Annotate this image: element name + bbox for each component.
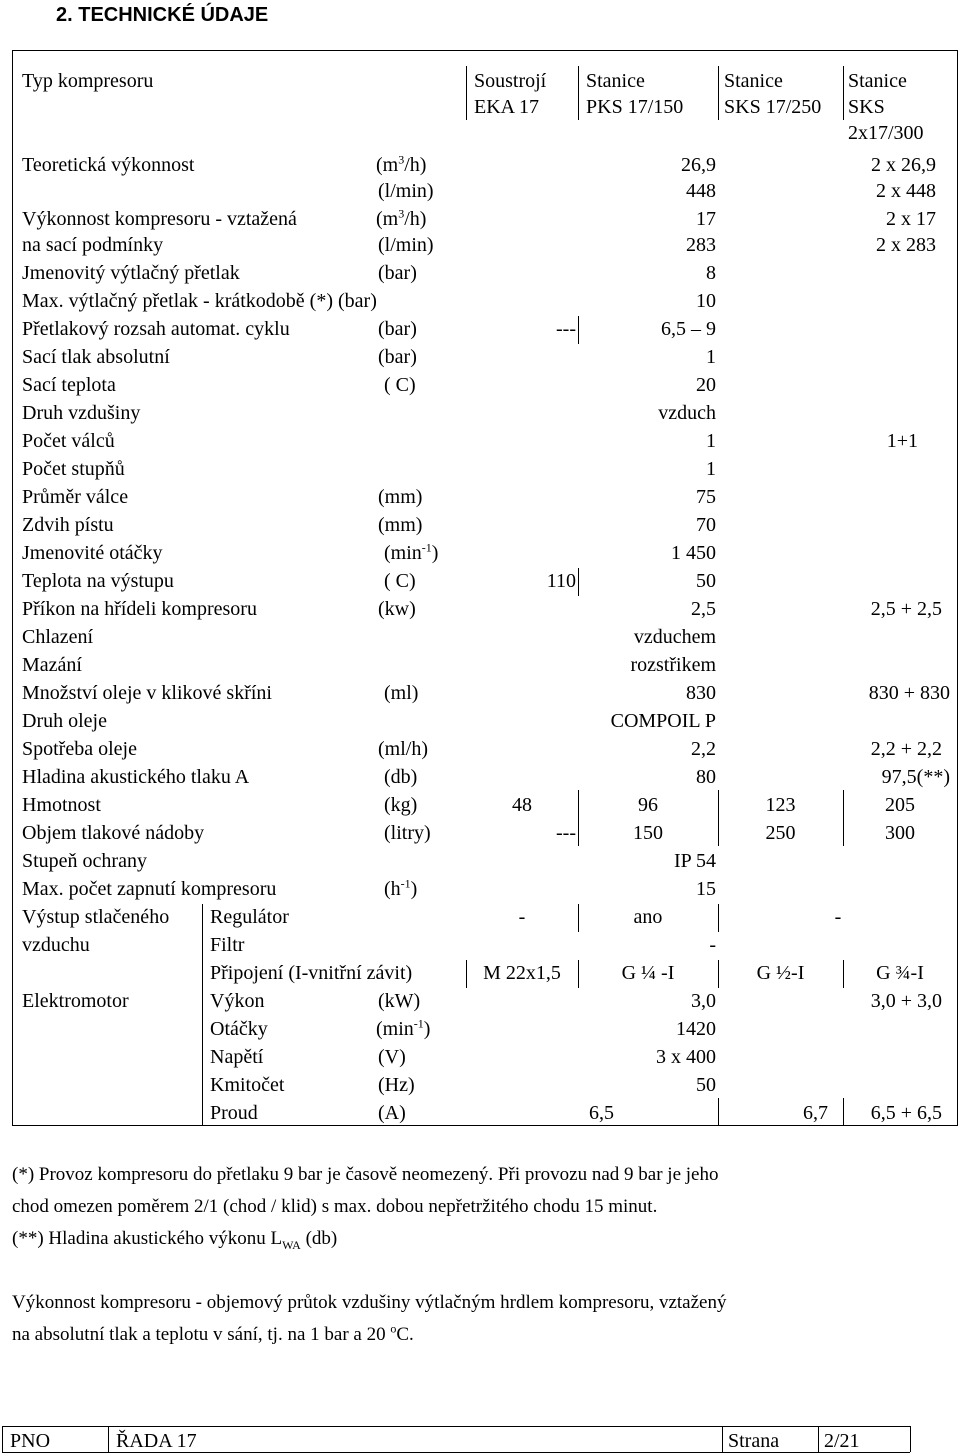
- header-pks-line1: Stanice: [586, 70, 645, 92]
- row-label-filtr: Filtr: [210, 934, 245, 956]
- row-label-druh-vzdusiny: Druh vzdušiny: [22, 402, 141, 424]
- row-unit-jmenovite-otacky: $(\min^{-1})$: [384, 540, 439, 564]
- value-objem-pks: 150: [633, 822, 663, 844]
- value-proud-pks: 6,5: [589, 1102, 614, 1124]
- value-hmotnost-eka: 48: [512, 794, 532, 816]
- value-teoreticka-sks-1: 2 x 26,9: [871, 154, 936, 176]
- value-napeti: 3 x 400: [656, 1046, 716, 1068]
- footer-page-number: 2/21: [824, 1430, 860, 1452]
- value-hladina-tlaku: 80: [696, 766, 716, 788]
- row-label-napeti: Napětí: [210, 1046, 264, 1068]
- row-label-prikon: Příkon na hřídeli kompresoru: [22, 598, 257, 620]
- row-label-stupen-ochrany: Stupeň ochrany: [22, 850, 147, 872]
- value-zdvih-pistu: 70: [696, 514, 716, 536]
- row-unit-spotreba-oleje: (ml/h): [378, 738, 428, 760]
- row-label-kmitocet: Kmitočet: [210, 1074, 285, 1096]
- row-label-druh-oleje: Druh oleje: [22, 710, 107, 732]
- row-label-vykonnost-1: Výkonnost kompresoru - vztažená: [22, 208, 297, 230]
- value-druh-vzdusiny: vzduch: [658, 402, 716, 424]
- row-label-chlazeni: Chlazení: [22, 626, 94, 648]
- row-label-teoreticka: Teoretická výkonnost: [22, 154, 195, 176]
- value-pripojeni-sks: G ½-I: [756, 962, 805, 984]
- row-label-hladina-tlaku: Hladina akustického tlaku A: [22, 766, 250, 788]
- value-stupen-ochrany: IP 54: [673, 850, 716, 872]
- row-unit-teoreticka-m3h: $(m^3/h)$: [376, 152, 427, 176]
- value-kmitocet: 50: [696, 1074, 716, 1096]
- value-vykonnost-sks-2: 2 x 283: [876, 234, 936, 256]
- section-title: 2. TECHNICKÉ ÚDAJE: [56, 4, 269, 26]
- row-unit-zdvih-pistu: (mm): [378, 514, 423, 536]
- row-label-otacky-motoru: Otáčky: [210, 1018, 268, 1040]
- row-unit-objem-nadoby: (litry): [384, 822, 431, 844]
- row-unit-pocet-zapnuti: $(h^{-1})$: [384, 876, 418, 900]
- row-unit-kmitocet: (Hz): [378, 1074, 415, 1096]
- value-prikon-sks: 2,5 + 2,5: [870, 598, 942, 620]
- value-teoreticka-sks-2: 2 x 448: [876, 180, 936, 202]
- value-teoreticka-1: 26,9: [681, 154, 716, 176]
- header-eka-line1: Soustrojí: [474, 70, 547, 92]
- value-prumer-valce: 75: [696, 486, 716, 508]
- header-sks2-line3: 2x17/300: [848, 122, 924, 144]
- value-pocet-stupnu: 1: [706, 458, 716, 480]
- value-prikon: 2,5: [691, 598, 716, 620]
- value-saci-tlak: 1: [706, 346, 716, 368]
- header-sks-line2: SKS 17/250: [724, 96, 822, 118]
- header-sks2-line2: SKS: [848, 96, 885, 118]
- row-label-proud: Proud: [210, 1102, 258, 1124]
- header-sks-line1: Stanice: [724, 70, 783, 92]
- row-label-vystup-2: vzduchu: [22, 934, 90, 956]
- value-objem-sks2: 300: [885, 822, 915, 844]
- value-pripojeni-sks2: G ¾-I: [876, 962, 924, 984]
- row-label-zdvih-pistu: Zdvih pístu: [22, 514, 114, 536]
- value-proud-sks: 6,7: [803, 1102, 828, 1124]
- value-pretlakovy-rozsah: 6,5 – 9: [661, 318, 716, 340]
- footer-pno: PNO: [10, 1430, 51, 1452]
- header-pks-line2: PKS 17/150: [586, 96, 684, 118]
- row-label-pocet-zapnuti: Max. počet zapnutí kompresoru: [22, 878, 277, 900]
- row-unit-jmenovity-pretlak: (bar): [378, 262, 417, 284]
- value-regulator-eka: -: [518, 906, 526, 928]
- value-hmotnost-sks: 123: [765, 794, 796, 816]
- value-otacky-motoru: 1420: [676, 1018, 716, 1040]
- note-2: (**) Hladina akustického výkonu $L_{WA}$ (db): [12, 1228, 338, 1252]
- row-unit-prikon: (kw): [378, 598, 416, 620]
- value-pocet-valcu-sks: 1+1: [886, 430, 918, 452]
- row-label-pocet-valcu: Počet válců: [22, 430, 115, 452]
- row-label-saci-teplota: Sací teplota: [22, 374, 116, 396]
- row-label-spotreba-oleje: Spotřeba oleje: [22, 738, 137, 760]
- value-regulator-sks: -: [834, 906, 842, 928]
- row-unit-pretlakovy-rozsah: (bar): [378, 318, 417, 340]
- row-label-hmotnost: Hmotnost: [22, 794, 101, 816]
- note-1-line-2: chod omezen poměrem 2/1 (chod / klid) s max. dobou nepřetržitého chodu 15 minut.: [12, 1196, 658, 1217]
- value-hladina-tlaku-sks: 97,5(**): [881, 766, 950, 788]
- value-druh-oleje: COMPOIL P: [610, 710, 716, 732]
- value-pocet-valcu: 1: [706, 430, 716, 452]
- value-saci-teplota: 20: [696, 374, 716, 396]
- row-unit-napeti: (V): [378, 1046, 406, 1068]
- header-typ-kompresoru: Typ kompresoru: [22, 70, 154, 92]
- footer-rada: ŘADA 17: [116, 1430, 197, 1452]
- value-mnozstvi-oleje: 830: [686, 682, 716, 704]
- footer-strana-label: Strana: [728, 1430, 780, 1452]
- value-pretlakovy-rozsah-eka: ---: [556, 318, 576, 340]
- value-vykonnost-sks-1: 2 x 17: [886, 208, 936, 230]
- value-spotreba-oleje-sks: 2,2 + 2,2: [870, 738, 942, 760]
- value-chlazeni: vzduchem: [633, 626, 716, 648]
- row-unit-proud: (A): [378, 1102, 406, 1124]
- row-label-saci-tlak: Sací tlak absolutní: [22, 346, 170, 368]
- header-eka-line2: EKA 17: [474, 96, 539, 118]
- row-label-max-pretlak: Max. výtlačný přetlak - krátkodobě (*) (bar): [22, 290, 377, 312]
- row-label-pripojeni: Připojení (I-vnitřní závit): [210, 962, 413, 984]
- value-spotreba-oleje: 2,2: [691, 738, 716, 760]
- value-teplota-vystupu-eka: 110: [546, 570, 576, 592]
- row-label-vystup-1: Výstup stlačeného: [22, 906, 170, 928]
- row-label-jmenovity-pretlak: Jmenovitý výtlačný přetlak: [22, 262, 240, 284]
- row-label-vykon: Výkon: [210, 990, 265, 1012]
- value-max-pretlak: 10: [696, 290, 716, 312]
- row-unit-hladina-tlaku: (db): [384, 766, 418, 788]
- row-unit-vykonnost-lmin: (l/min): [378, 234, 434, 256]
- row-label-mazani: Mazání: [22, 654, 82, 676]
- paragraph-line-1: Výkonnost kompresoru - objemový průtok vzdušiny výtlačným hrdlem kompresoru, vztažený: [12, 1292, 727, 1313]
- row-unit-saci-teplota: ( C): [384, 374, 416, 396]
- row-label-jmenovite-otacky: Jmenovité otáčky: [22, 542, 163, 564]
- row-label-elektromotor: Elektromotor: [22, 990, 129, 1012]
- value-vykonnost-1: 17: [696, 208, 716, 230]
- row-label-pretlakovy-rozsah: Přetlakový rozsah automat. cyklu: [22, 318, 290, 340]
- value-pripojeni-eka: M 22x1,5: [483, 962, 561, 984]
- paragraph-line-2: na absolutní tlak a teplotu v sání, tj. na 1 bar a 20 $^o$C.: [12, 1321, 414, 1345]
- row-unit-hmotnost: (kg): [384, 794, 418, 816]
- row-unit-vykon: (kW): [378, 990, 421, 1012]
- row-label-pocet-stupnu: Počet stupňů: [22, 458, 125, 480]
- value-mazani: rozstřikem: [630, 654, 716, 676]
- note-1-line-1: (*) Provoz kompresoru do přetlaku 9 bar je časově neomezený. Při provozu nad 9 bar je jeho: [12, 1164, 719, 1185]
- row-unit-vykonnost-m3h: $(m^3/h)$: [376, 206, 427, 230]
- value-vykon-sks: 3,0 + 3,0: [870, 990, 942, 1012]
- row-unit-teplota-vystupu: ( C): [384, 570, 416, 592]
- value-jmenovity-pretlak: 8: [706, 262, 716, 284]
- row-unit-mnozstvi-oleje: (ml): [384, 682, 419, 704]
- value-objem-sks: 250: [765, 822, 796, 844]
- row-label-objem-nadoby: Objem tlakové nádoby: [22, 822, 205, 844]
- row-label-mnozstvi-oleje: Množství oleje v klikové skříni: [22, 682, 272, 704]
- row-unit-teoreticka-lmin: (l/min): [378, 180, 434, 202]
- header-sks2-line1: Stanice: [848, 70, 907, 92]
- value-filtr: -: [709, 934, 716, 956]
- value-objem-eka: ---: [556, 822, 576, 844]
- value-jmenovite-otacky: 1 450: [671, 542, 716, 564]
- value-vykonnost-2: 283: [686, 234, 716, 256]
- value-pocet-zapnuti: 15: [696, 878, 716, 900]
- value-teoreticka-2: 448: [686, 180, 716, 202]
- value-mnozstvi-oleje-sks: 830 + 830: [868, 682, 950, 704]
- value-vykon: 3,0: [691, 990, 716, 1012]
- row-label-regulator: Regulátor: [210, 906, 289, 928]
- row-label-prumer-valce: Průměr válce: [22, 486, 129, 508]
- row-label-vykonnost-2: na sací podmínky: [22, 234, 164, 256]
- value-regulator-pks: ano: [633, 906, 663, 928]
- value-pripojeni-pks: G ¼ -I: [621, 962, 675, 984]
- value-hmotnost-sks2: 205: [885, 794, 915, 816]
- row-label-teplota-vystupu: Teplota na výstupu: [22, 570, 174, 592]
- row-unit-prumer-valce: (mm): [378, 486, 423, 508]
- value-teplota-vystupu: 50: [696, 570, 716, 592]
- row-unit-saci-tlak: (bar): [378, 346, 417, 368]
- row-unit-otacky-motoru: $(\min^{-1})$: [376, 1016, 431, 1040]
- value-proud-sks2: 6,5 + 6,5: [870, 1102, 942, 1124]
- value-hmotnost-pks: 96: [638, 794, 658, 816]
